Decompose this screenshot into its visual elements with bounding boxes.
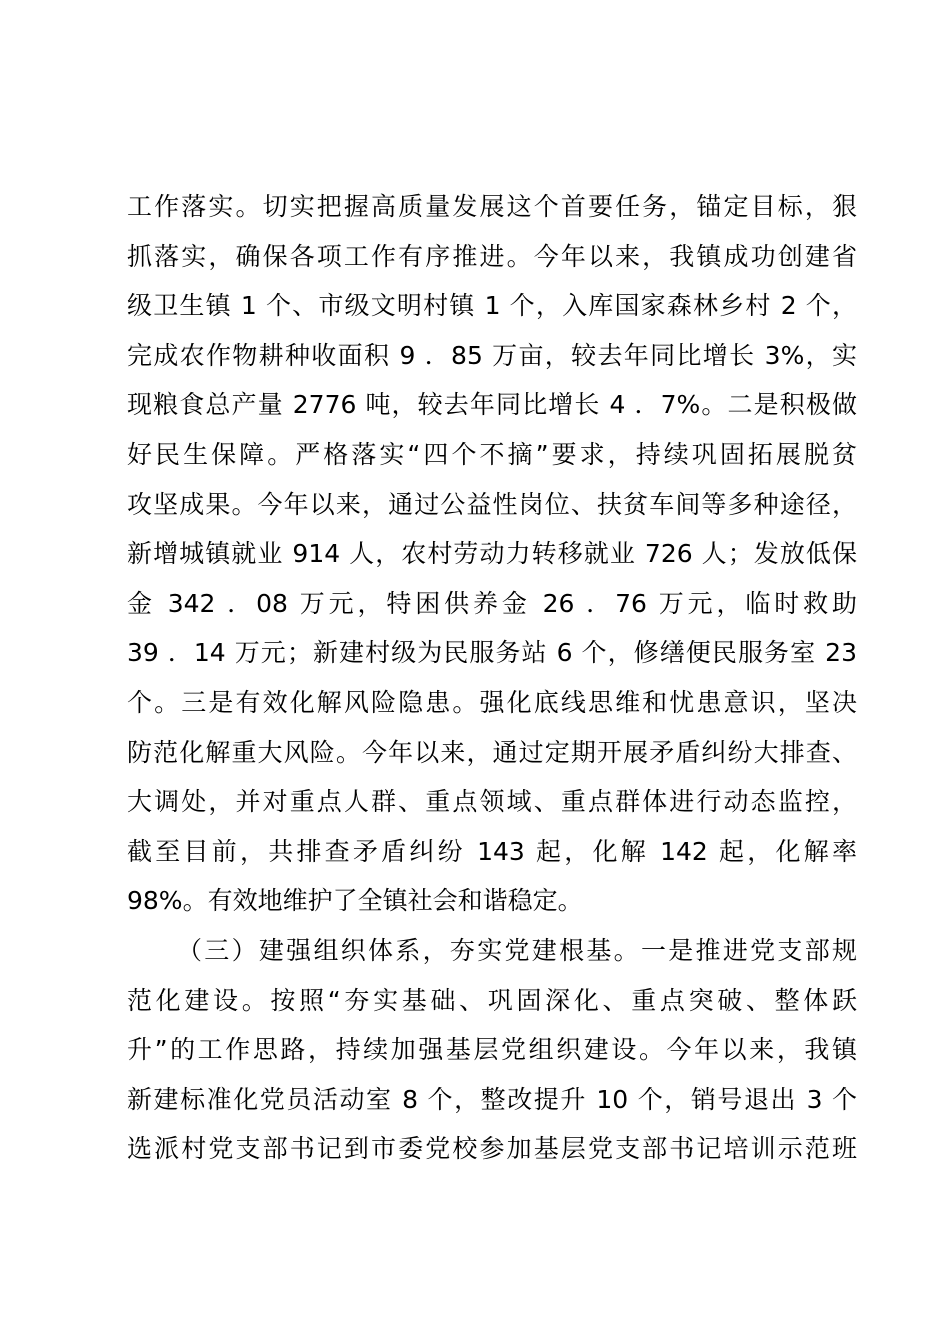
text-line: 39 ．14 万元；新建村级为民服务站 6 个，修缮便民服务室 23 bbox=[127, 638, 857, 668]
text-line: 截至目前，共排查矛盾纠纷 143 起，化解 142 起，化解率 bbox=[127, 836, 857, 866]
text-line: 级卫生镇 1 个、市级文明村镇 1 个，入库国家森林乡村 2 个， bbox=[127, 291, 857, 321]
text-line: 选派村党支部书记到市委党校参加基层党支部书记培训示范班 bbox=[127, 1134, 857, 1164]
text-line: 新增城镇就业 914 人，农村劳动力转移就业 726 人；发放低保 bbox=[127, 539, 857, 569]
text-line: 金 342 ．08 万元，特困供养金 26 ．76 万元，临时救助 bbox=[127, 588, 857, 618]
text-line: 新建标准化党员活动室 8 个，整改提升 10 个，销号退出 3 个 bbox=[127, 1084, 857, 1114]
text-line: 抓落实，确保各项工作有序推进。今年以来，我镇成功创建省 bbox=[127, 241, 857, 271]
text-line: 攻坚成果。今年以来，通过公益性岗位、扶贫车间等多种途径， bbox=[127, 489, 857, 519]
body-text bbox=[127, 182, 857, 1174]
text-line: 范化建设。按照“夯实基础、巩固深化、重点突破、整体跃 bbox=[127, 985, 857, 1015]
text-line: 个。三是有效化解风险隐患。强化底线思维和忧患意识，坚决 bbox=[127, 687, 857, 717]
text-line: 完成农作物耕种收面积 9 ．85 万亩，较去年同比增长 3%，实 bbox=[127, 340, 857, 370]
text-line: 大调处，并对重点人群、重点领域、重点群体进行动态监控， bbox=[127, 787, 857, 817]
section-heading-line: （三）建强组织体系，夯实党建根基。一是推进党支部规 bbox=[177, 935, 857, 965]
text-line: 升”的工作思路，持续加强基层党组织建设。今年以来，我镇 bbox=[127, 1035, 857, 1065]
text-line: 防范化解重大风险。今年以来，通过定期开展矛盾纠纷大排查、 bbox=[127, 737, 857, 767]
text-line: 现粮食总产量 2776 吨，较去年同比增长 4 ．7%。二是积极做 bbox=[127, 390, 857, 420]
text-line: 好民生保障。严格落实“四个不摘”要求，持续巩固拓展脱贫 bbox=[127, 439, 857, 469]
text-line: 98%。有效地维护了全镇社会和谐稳定。 bbox=[127, 886, 583, 916]
text-line: 工作落实。切实把握高质量发展这个首要任务，锚定目标，狠 bbox=[127, 192, 857, 221]
